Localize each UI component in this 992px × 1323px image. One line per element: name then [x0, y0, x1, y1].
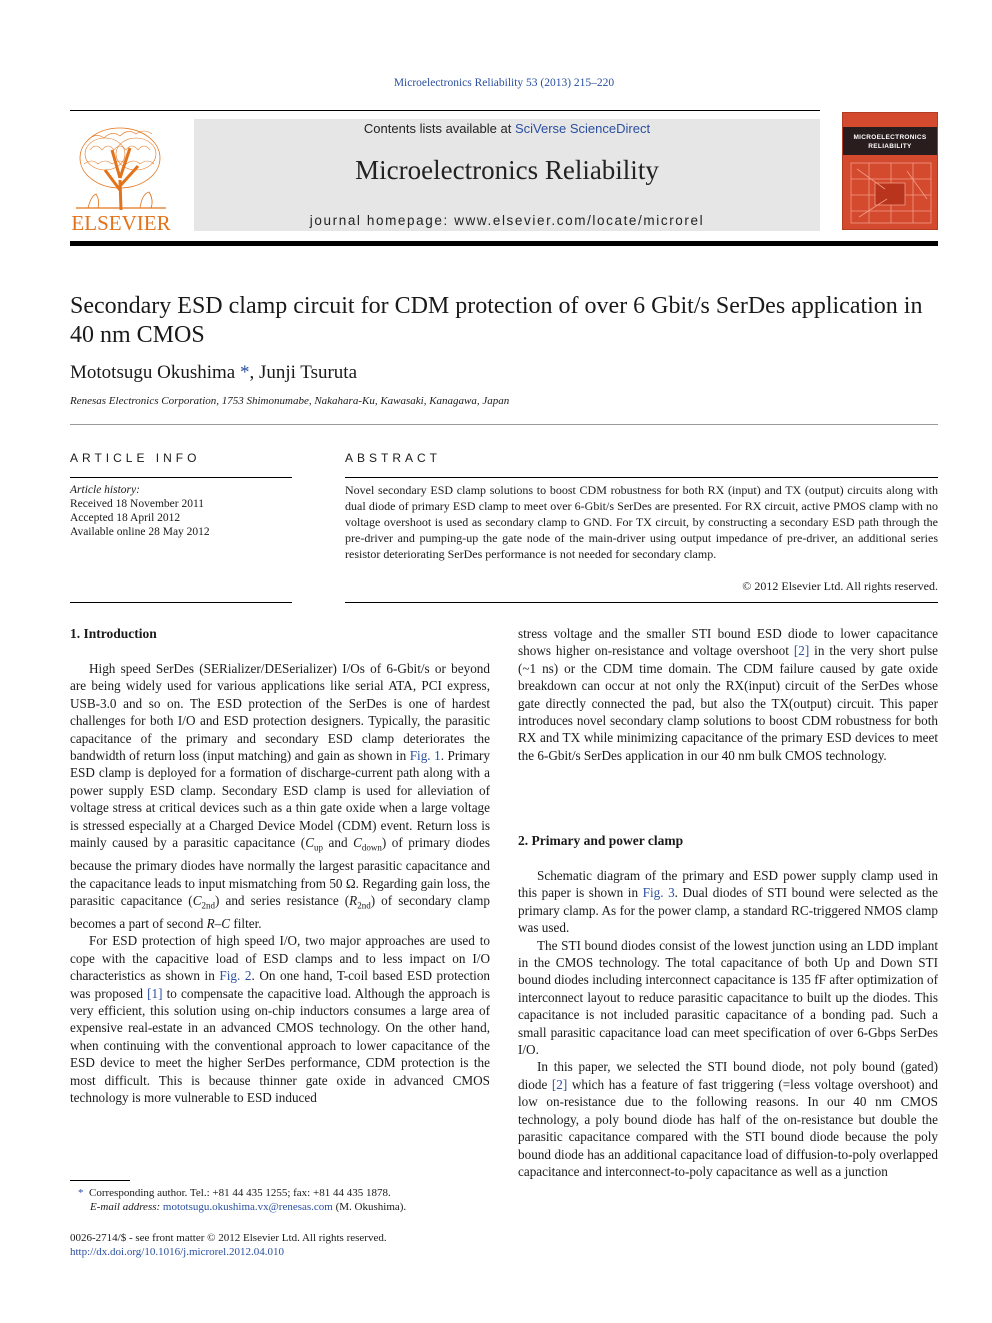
intro-p1b-text: . Primary ESD clamp is deployed for a formation of discharge-current path along with a power supply ESD clamp. Secondary ESD clamp is used for alleviation of voltage stress at critical devices such as a thin gate oxide when a large voltage is stressed especially at a Charged Device Model (CDM) event. Return loss is mainly caused by a parasitic capacitance (	[70, 748, 490, 851]
sec2-p3b-text: which has a feature of fast triggering (=less voltage overshoot) and low on-resistance due to the following reasons. In our 40 nm CMOS technology, a poly bound diode has half of the on-resistance but double the parasitic capacitance compared with the STI bound diode because the poly bound diode has an additional capacitance load of diffusion-to-poly overlapped capacitance and interconnect-to-poly capacitance as well as a junction	[518, 1076, 938, 1179]
c-up-symbol: C	[305, 835, 314, 851]
homepage-prefix: journal homepage:	[309, 213, 455, 228]
corresponding-footnote	[70, 1186, 490, 1200]
accepted-date: Accepted 18 April 2012	[70, 512, 181, 524]
intro-continued-paragraph	[518, 625, 938, 764]
intro-paragraph-2	[70, 932, 490, 1106]
ref1-link[interactable]: [1]	[147, 985, 163, 1001]
and-word: and	[323, 835, 354, 851]
header-thick-rule	[70, 241, 938, 246]
sec2-p3a-text: In this paper, we selected the STI bound diode, not poly bound (gated) diode	[518, 1059, 938, 1092]
intro-p1d-text: ) and series resistance (	[215, 892, 350, 908]
email-label: E-mail address:	[90, 1201, 163, 1213]
journal-cover-thumbnail[interactable]	[842, 112, 938, 230]
cover-title-line1: MICROELECTRONICS	[853, 134, 927, 141]
sec2-p1a-text: Schematic diagram of the primary and ESD power supply clamp used in this paper is shown in	[518, 868, 938, 901]
issn-line: 0026-2714/$ - see front matter © 2012 Elsevier Ltd. All rights reserved.	[70, 1232, 387, 1244]
intro-p2a-text: For ESD protection of high speed I/O, two major approaches are used to cope with the capacitive load of ESD clamps and to less impact on I/O characteristics as shown in	[70, 933, 490, 984]
right-p1a-text: stress voltage and the smaller STI bound ESD diode to lower capacitance shows higher on-resistance and voltage overshoot	[518, 626, 938, 659]
ref2-link-second[interactable]: [2]	[551, 1076, 568, 1092]
front-matter	[70, 1231, 510, 1259]
doi-link[interactable]: http://dx.doi.org/10.1016/j.microrel.2012.04.010	[70, 1246, 284, 1258]
right-column-body	[518, 625, 938, 764]
cover-circuit-art	[847, 159, 935, 227]
abstract-copyright: © 2012 Elsevier Ltd. All rights reserved.	[742, 579, 938, 593]
fig2-link[interactable]: Fig. 2	[219, 968, 252, 984]
intro-p1f-text: filter.	[230, 915, 262, 931]
email-suffix: (M. Okushima).	[332, 1201, 407, 1213]
sec2-paragraph-3	[518, 1058, 938, 1180]
cover-title	[843, 133, 937, 151]
footnote-mark: *	[78, 1187, 84, 1199]
affiliation-rule	[70, 424, 938, 425]
c-2nd-sub: 2nd	[201, 900, 215, 911]
c-down-sub: down	[361, 842, 382, 853]
email-link[interactable]: mototsugu.okushima.vx@renesas.com	[162, 1201, 333, 1213]
contents-prefix: Contents lists available at	[363, 121, 515, 136]
r-2nd-symbol: R	[349, 892, 358, 908]
abstract-heading: ABSTRACT	[345, 451, 442, 465]
footnote	[70, 1186, 490, 1214]
sec2-paragraph-1	[518, 867, 938, 937]
intro-p1c-text: ) of primary diodes because the primary diodes have normally the largest parasitic capacitance and the capacitance leads to input mismatching from 50 Ω. Regarding gain loss, the parasitic capacitance (	[70, 835, 490, 908]
intro-p2c-text: to compensate the capacitive load. Although the approach is very efficient, this solution using on-chip inductors consumes a large area of expensive real-estate in an advanced CMOS technology. On the other hand, when continuing with the conventional approach to lower capacitance of the ESD device to meet the higher SerDes performance, CDM protection is the most difficult. This is because thinner gate oxide in advanced CMOS technology is more vulnerable to ESD induced	[70, 985, 491, 1106]
abstract-rule	[345, 477, 938, 478]
section-1-heading: 1. Introduction	[70, 626, 157, 641]
section-2-body	[518, 867, 938, 1180]
online-date: Available online 28 May 2012	[70, 526, 210, 538]
c-2nd-symbol: C	[192, 892, 202, 908]
journal-homepage	[194, 213, 820, 228]
sciencedirect-link[interactable]: SciVerse ScienceDirect	[514, 121, 651, 136]
intro-paragraph-1	[70, 660, 490, 932]
right-p1b-text: in the very short pulse (~1 ns) or the CDM time domain. The CDM failure caused by gate oxide breakdown can occur at not only the RX(input) circuit of the SerDes whose gate directly connected the pad, but also the TX(output) circuit. This paper introduces novel secondary clamp solutions to boost CDM robustness for both RX and TX while minimizing capacitance of the primary ESD devices to meet the 6-Gbit/s SerDes application in our 40 nm bulk CMOS technology.	[518, 643, 938, 763]
footnote-rule	[70, 1180, 130, 1181]
article-info-rule	[70, 477, 292, 478]
left-column-body	[70, 660, 490, 1106]
fig3-link[interactable]: Fig. 3	[642, 885, 675, 901]
abstract-text: Novel secondary ESD clamp solutions to boost CDM robustness for both RX (input) and TX (output) circuits along with dual diode of primary ESD clamp to meet over 6-Gbit/s SerDes are presented. For RX circuit, active PMOS clamp with no voltage overshoot is used as secondary clamp to GND. For TX circuit, by constructing a secondary ESD path through the pre-driver and pumping-up the gate node of the main-driver using output impedance of pre-driver, an additional series resistor deteriorating SerDes performance is not needed for secondary clamp.	[345, 483, 938, 561]
affiliation: Renesas Electronics Corporation, 1753 Shimonumabe, Nakahara-Ku, Kawasaki, Kanagawa, Japan	[70, 395, 510, 407]
c-up-sub: up	[314, 842, 323, 853]
ref2-link[interactable]: [2]	[793, 643, 810, 659]
rc-symbol: R–C	[206, 915, 231, 931]
r-2nd-sub: 2nd	[357, 900, 371, 911]
header-rule	[70, 110, 820, 111]
journal-title: Microelectronics Reliability	[355, 155, 659, 185]
contents-line	[194, 121, 820, 136]
article-title: Secondary ESD clamp circuit for CDM protection of over 6 Gbit/s SerDes application in 40 nm CMOS	[70, 293, 923, 348]
corresponding-author-mark[interactable]: *	[239, 362, 250, 383]
intro-p1-text: High speed SerDes (SERializer/DESerializer) I/Os of 6-Gbit/s or beyond are being widely used for various applications like serial ATA, PCI express, USB-3.0 and so on. The ESD protection of the SerDes is one of hardest challenges for both I/O and ESD protection designers. Typically, the parasitic capacitance of the primary and secondary ESD clamp deteriorates the bandwidth of return loss (input matching) and gain as shown in	[70, 661, 490, 764]
history-label: Article history:	[70, 484, 140, 496]
article-history	[70, 483, 292, 539]
email-footnote	[70, 1200, 490, 1214]
intro-p2b-text: . On one hand, T-coil based ESD protection was proposed	[70, 968, 491, 1001]
received-date: Received 18 November 2011	[70, 498, 205, 510]
corresponding-text: Corresponding author. Tel.: +81 44 435 1255; fax: +81 44 435 1878.	[89, 1187, 391, 1199]
elsevier-wordmark: ELSEVIER	[71, 211, 171, 235]
fig1-link[interactable]: Fig. 1	[409, 748, 441, 764]
intro-p1e-text: ) of secondary clamp becomes a part of second	[70, 892, 490, 931]
author-separator: ,	[249, 362, 259, 383]
journal-citation[interactable]: Microelectronics Reliability 53 (2013) 215–220	[393, 77, 615, 89]
article-info-heading: ARTICLE INFO	[70, 451, 201, 465]
cover-title-line2: RELIABILITY	[868, 143, 912, 150]
sec2-paragraph-2: The STI bound diodes consist of the lowest junction using an LDD implant in the CMOS technology. The total capacitance of both Up and Down STI bound diodes including interconnect capacitance is 135 fF after optimization of interconnect layout to reduce parasitic capacitance to built up the diodes. This capacitance is not included parasitic capacitance of a bonding pad. Such a small parasitic capacitance load can meet specification of over 6-Gbps SerDes I/O.	[518, 937, 938, 1058]
abstract-bottom-rule	[345, 602, 938, 603]
sec2-p1b-text: . Dual diodes of STI bound were selected as the primary clamp. As for the power clamp, a standard RC-triggered NMOS clamp was used.	[518, 885, 938, 936]
c-down-symbol: C	[353, 835, 362, 851]
article-info-bottom-rule	[70, 602, 292, 603]
author-1: Mototsugu Okushima	[70, 362, 236, 383]
journal-banner	[194, 119, 820, 231]
section-2-heading: 2. Primary and power clamp	[518, 833, 684, 848]
author-list	[70, 362, 357, 384]
author-2: Junji Tsuruta	[258, 362, 358, 383]
homepage-link[interactable]: www.elsevier.com/locate/microrel	[454, 213, 705, 228]
